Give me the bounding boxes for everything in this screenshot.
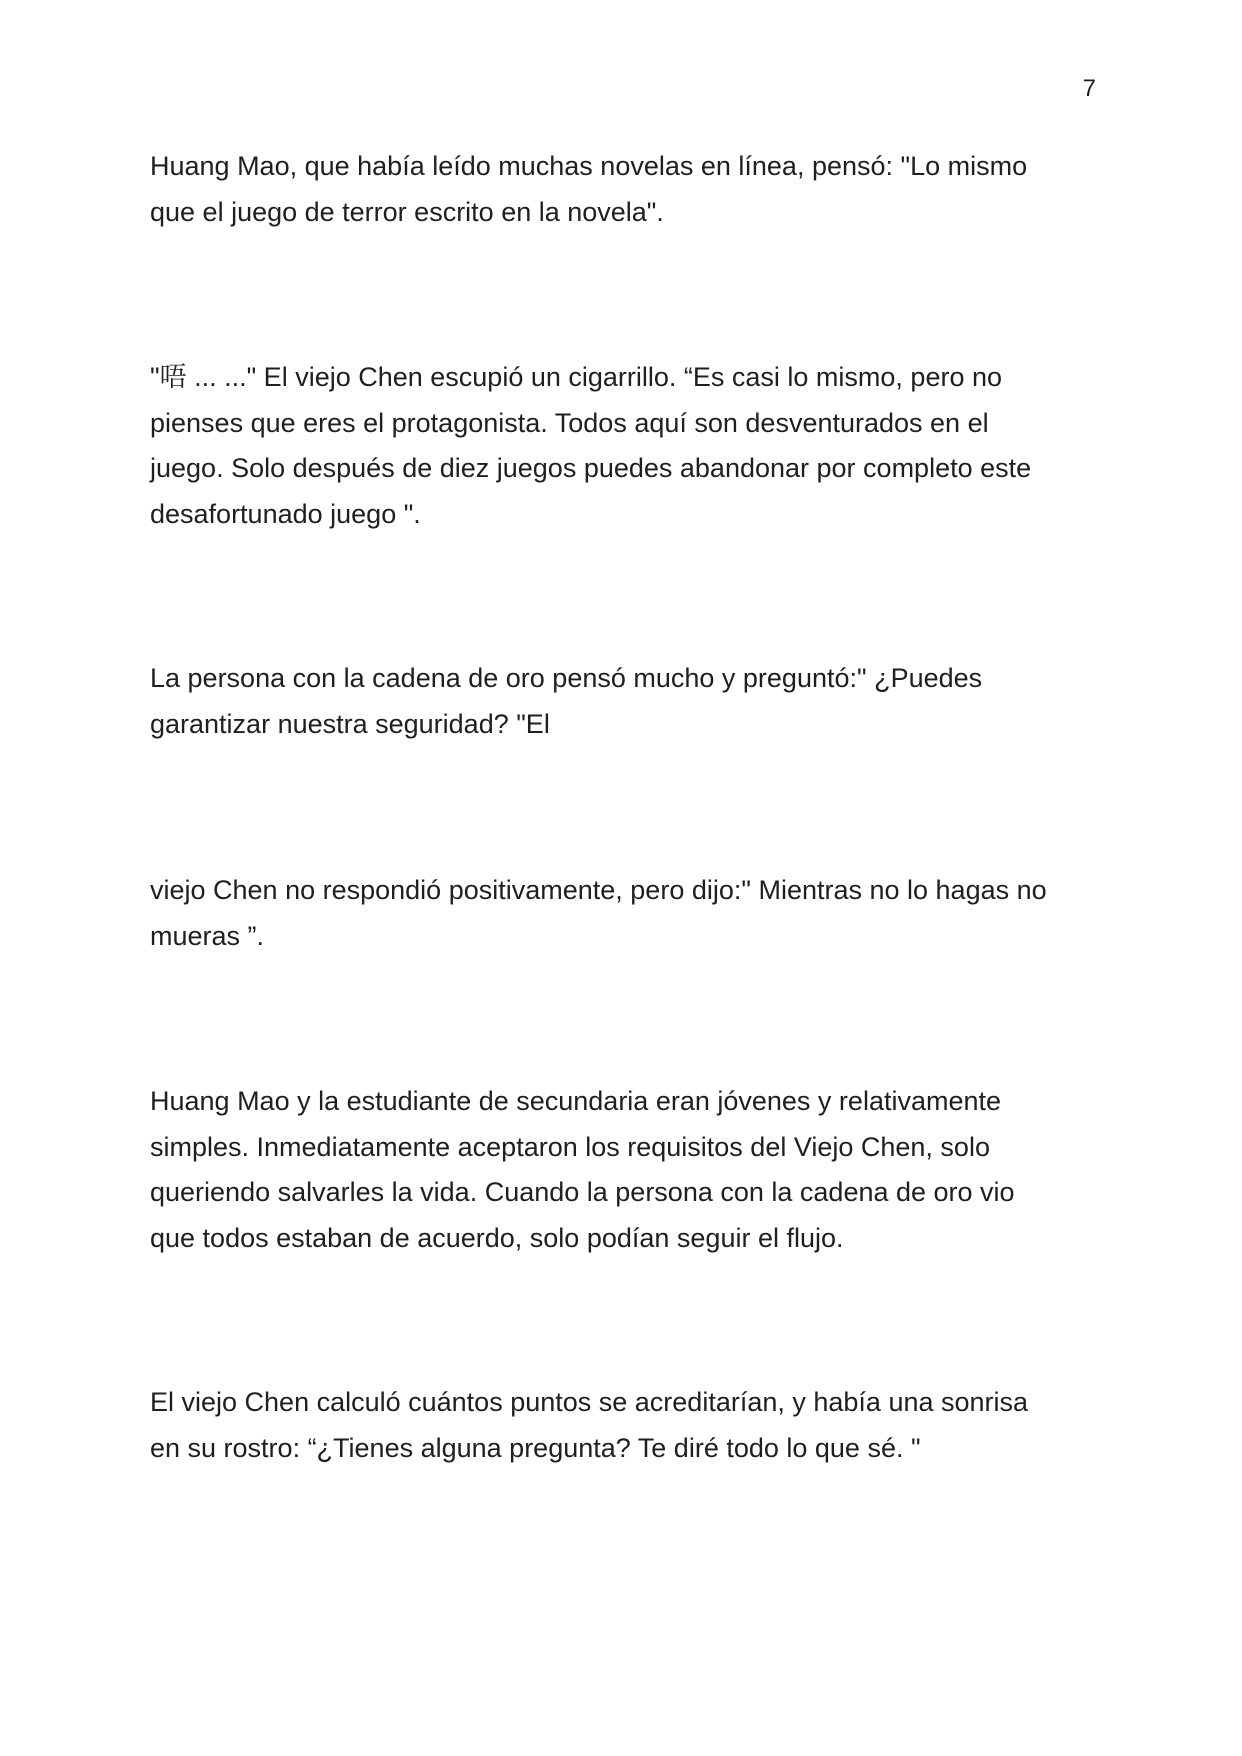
- page-number: 7: [1082, 75, 1096, 102]
- paragraph-3: La persona con la cadena de oro pensó mucho y preguntó:" ¿Puedes garantizar nuestra seguridad? "El: [150, 663, 983, 739]
- paragraph-6: El viejo Chen calculó cuántos puntos se acreditarían, y había una sonrisa en su rostro: “¿Tienes alguna pregunta? Te diré todo lo que sé. ": [150, 1387, 1029, 1463]
- paragraph-2: "唔 ... ..." El viejo Chen escupió un cigarrillo. “Es casi lo mismo, pero no pienses que eres el protagonista. Todos aquí son desventurados en el juego. Solo después de diez juegos puedes abandonar por completo este desafortunado juego ".: [150, 362, 1032, 529]
- paragraph-1: Huang Mao, que había leído muchas novelas en línea, pensó: "Lo mismo que el juego de terror escrito en la novela".: [150, 151, 1028, 227]
- paragraph-4: viejo Chen no respondió positivamente, pero dijo:" Mientras no lo hagas no mueras ”.: [150, 875, 1047, 951]
- paragraph-5: Huang Mao y la estudiante de secundaria eran jóvenes y relativamente simples. Inmediatamente aceptaron los requisitos del Viejo Chen, solo queriendo salvarles la vida. Cuando la persona con la cadena de oro vio que todos estaban de acuerdo, solo podían seguir el flujo.: [150, 1086, 1015, 1253]
